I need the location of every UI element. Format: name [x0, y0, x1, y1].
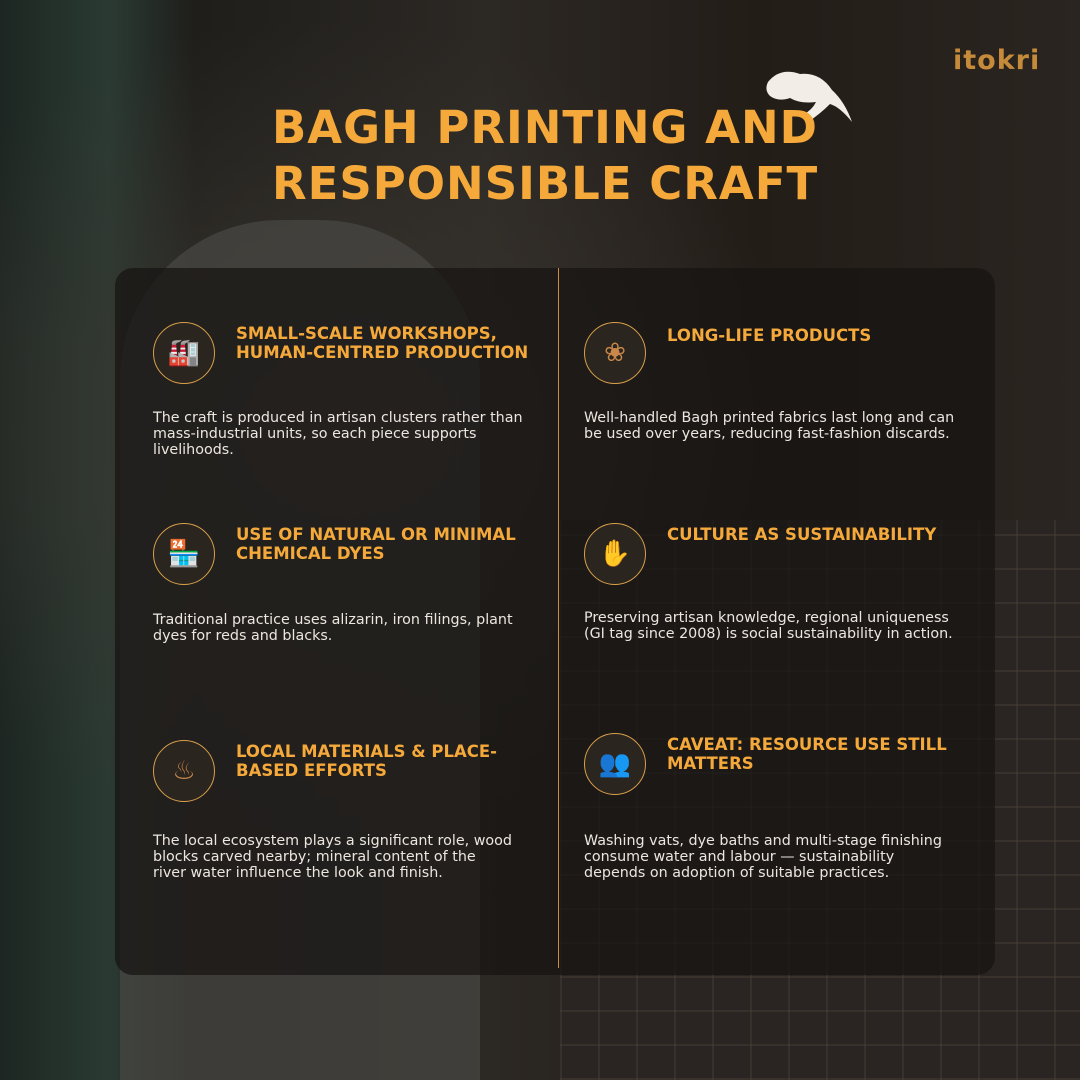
item-body: Well-handled Bagh printed fabrics last long and can be used over years, reducing fast-fashion discards. — [584, 410, 955, 442]
item-body: Washing vats, dye baths and multi-stage finishing consume water and labour — sustainability depends on adoption of suitable practices. — [584, 833, 942, 881]
title-line-2: RESPONSIBLE CRAFT — [272, 157, 819, 210]
item-title: LOCAL MATERIALS & PLACE-BASED EFFORTS — [236, 742, 498, 780]
item-title: CAVEAT: RESOURCE USE STILL MATTERS — [667, 735, 947, 773]
fabric-hand-icon: ✋ — [584, 523, 646, 585]
column-divider — [558, 268, 559, 968]
item-body: Traditional practice uses alizarin, iron filings, plant dyes for reds and blacks. — [153, 612, 513, 644]
workshop-icon: 🏪 — [153, 523, 215, 585]
item-body: The craft is produced in artisan clusters rather than mass-industrial units, so each piece supports livelihoods. — [153, 410, 523, 458]
title-line-1: BAGH PRINTING AND — [272, 101, 818, 154]
brand-logo: itokri — [953, 45, 1041, 76]
artisans-icon: 👥 — [584, 733, 646, 795]
item-title: SMALL-SCALE WORKSHOPS, HUMAN-CENTRED PRODUCTION — [236, 324, 529, 362]
page-title — [272, 100, 818, 212]
item-title: LONG-LIFE PRODUCTS — [667, 326, 872, 345]
item-body: The local ecosystem plays a significant role, wood blocks carved nearby; mineral content of the river water influence the look and finish. — [153, 833, 512, 881]
item-title: CULTURE AS SUSTAINABILITY — [667, 525, 937, 544]
dye-pot-icon: ♨ — [153, 740, 215, 802]
no-factory-icon: 🏭 — [153, 322, 215, 384]
natural-dyes-icon: ❀ — [584, 322, 646, 384]
item-title: USE OF NATURAL OR MINIMAL CHEMICAL DYES — [236, 525, 516, 563]
item-body: Preserving artisan knowledge, regional uniqueness (GI tag since 2008) is social sustainability in action. — [584, 610, 953, 642]
